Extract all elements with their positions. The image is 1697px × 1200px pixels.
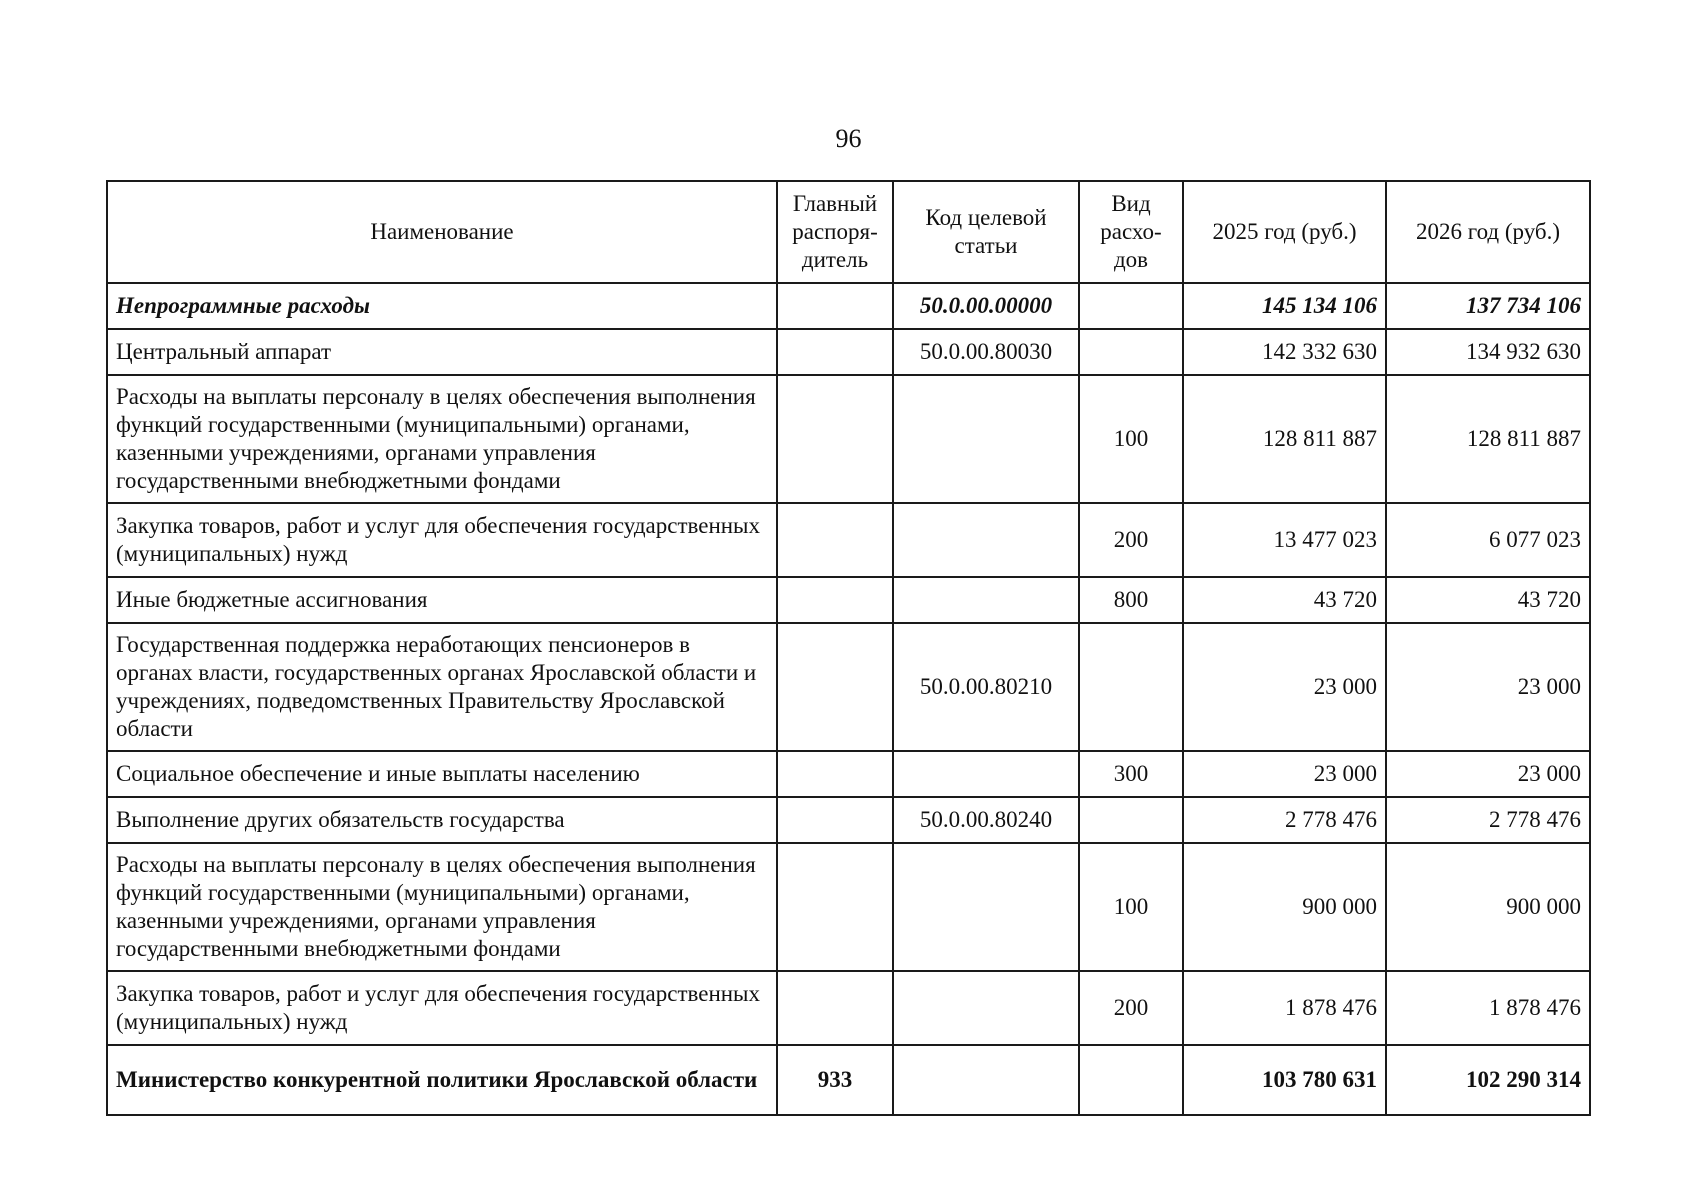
row-amount-2026: 23 000	[1386, 751, 1590, 797]
row-manager: 933	[777, 1045, 893, 1115]
row-name: Выполнение других обязательств государства	[107, 797, 777, 843]
row-target-code	[893, 751, 1079, 797]
row-amount-2025: 2 778 476	[1183, 797, 1386, 843]
row-target-code	[893, 375, 1079, 503]
header-manager: Главный распоря-дитель	[777, 181, 893, 283]
table-row	[107, 283, 1590, 329]
table-row	[107, 623, 1590, 751]
row-target-code: 50.0.00.00000	[893, 283, 1079, 329]
row-manager	[777, 503, 893, 577]
table-body	[107, 283, 1590, 1115]
row-amount-2026: 137 734 106	[1386, 283, 1590, 329]
table-row	[107, 329, 1590, 375]
row-manager	[777, 283, 893, 329]
row-name: Расходы на выплаты персоналу в целях обеспечения выполнения функций государственными (муниципальными) органами, казенными учреждениями, органами управления государственными внебюджетными фондами	[107, 375, 777, 503]
row-name: Государственная поддержка неработающих пенсионеров в органах власти, государственных органах Ярославской области и учреждениях, подведомственных Правительству Ярославской области	[107, 623, 777, 751]
row-target-code	[893, 577, 1079, 623]
row-amount-2026: 6 077 023	[1386, 503, 1590, 577]
row-expense-type	[1079, 329, 1183, 375]
row-amount-2025: 128 811 887	[1183, 375, 1386, 503]
row-amount-2026: 900 000	[1386, 843, 1590, 971]
table-header	[107, 181, 1590, 283]
row-amount-2026: 128 811 887	[1386, 375, 1590, 503]
row-target-code	[893, 1045, 1079, 1115]
row-amount-2025: 13 477 023	[1183, 503, 1386, 577]
row-expense-type: 300	[1079, 751, 1183, 797]
row-manager	[777, 797, 893, 843]
row-manager	[777, 577, 893, 623]
row-amount-2025: 145 134 106	[1183, 283, 1386, 329]
row-amount-2026: 23 000	[1386, 623, 1590, 751]
row-name: Министерство конкурентной политики Ярославской области	[107, 1045, 777, 1115]
table-row	[107, 375, 1590, 503]
row-name: Иные бюджетные ассигнования	[107, 577, 777, 623]
row-name: Расходы на выплаты персоналу в целях обеспечения выполнения функций государственными (муниципальными) органами, казенными учреждениями, органами управления государственными внебюджетными фондами	[107, 843, 777, 971]
row-amount-2025: 1 878 476	[1183, 971, 1386, 1045]
row-target-code: 50.0.00.80240	[893, 797, 1079, 843]
row-target-code	[893, 971, 1079, 1045]
row-expense-type: 100	[1079, 375, 1183, 503]
row-target-code	[893, 503, 1079, 577]
page-number: 96	[835, 124, 862, 153]
row-manager	[777, 623, 893, 751]
row-name: Закупка товаров, работ и услуг для обеспечения государственных (муниципальных) нужд	[107, 503, 777, 577]
row-manager	[777, 329, 893, 375]
row-manager	[777, 375, 893, 503]
header-target-code: Код целевой статьи	[893, 181, 1079, 283]
row-amount-2025: 103 780 631	[1183, 1045, 1386, 1115]
row-target-code: 50.0.00.80210	[893, 623, 1079, 751]
budget-table	[106, 180, 1591, 1116]
row-name: Непрограммные расходы	[107, 283, 777, 329]
table-row	[107, 971, 1590, 1045]
row-amount-2025: 43 720	[1183, 577, 1386, 623]
row-manager	[777, 843, 893, 971]
row-amount-2025: 142 332 630	[1183, 329, 1386, 375]
header-expense-type: Вид расхо-дов	[1079, 181, 1183, 283]
row-expense-type: 200	[1079, 971, 1183, 1045]
row-amount-2026: 134 932 630	[1386, 329, 1590, 375]
header-row	[107, 181, 1590, 283]
row-expense-type: 800	[1079, 577, 1183, 623]
row-expense-type	[1079, 1045, 1183, 1115]
row-target-code	[893, 843, 1079, 971]
row-expense-type	[1079, 623, 1183, 751]
table-row	[107, 577, 1590, 623]
row-expense-type: 100	[1079, 843, 1183, 971]
row-amount-2025: 900 000	[1183, 843, 1386, 971]
row-amount-2026: 1 878 476	[1386, 971, 1590, 1045]
row-amount-2025: 23 000	[1183, 623, 1386, 751]
row-amount-2026: 102 290 314	[1386, 1045, 1590, 1115]
row-expense-type	[1079, 283, 1183, 329]
row-name: Центральный аппарат	[107, 329, 777, 375]
row-name: Закупка товаров, работ и услуг для обеспечения государственных (муниципальных) нужд	[107, 971, 777, 1045]
row-target-code: 50.0.00.80030	[893, 329, 1079, 375]
table-row	[107, 1045, 1590, 1115]
header-year-2026: 2026 год (руб.)	[1386, 181, 1590, 283]
table-row	[107, 751, 1590, 797]
header-name: Наименование	[107, 181, 777, 283]
row-amount-2025: 23 000	[1183, 751, 1386, 797]
row-name: Социальное обеспечение и иные выплаты населению	[107, 751, 777, 797]
header-year-2025: 2025 год (руб.)	[1183, 181, 1386, 283]
row-manager	[777, 971, 893, 1045]
row-amount-2026: 2 778 476	[1386, 797, 1590, 843]
table-row	[107, 503, 1590, 577]
table-row	[107, 843, 1590, 971]
row-amount-2026: 43 720	[1386, 577, 1590, 623]
table-row	[107, 797, 1590, 843]
row-expense-type: 200	[1079, 503, 1183, 577]
row-expense-type	[1079, 797, 1183, 843]
row-manager	[777, 751, 893, 797]
